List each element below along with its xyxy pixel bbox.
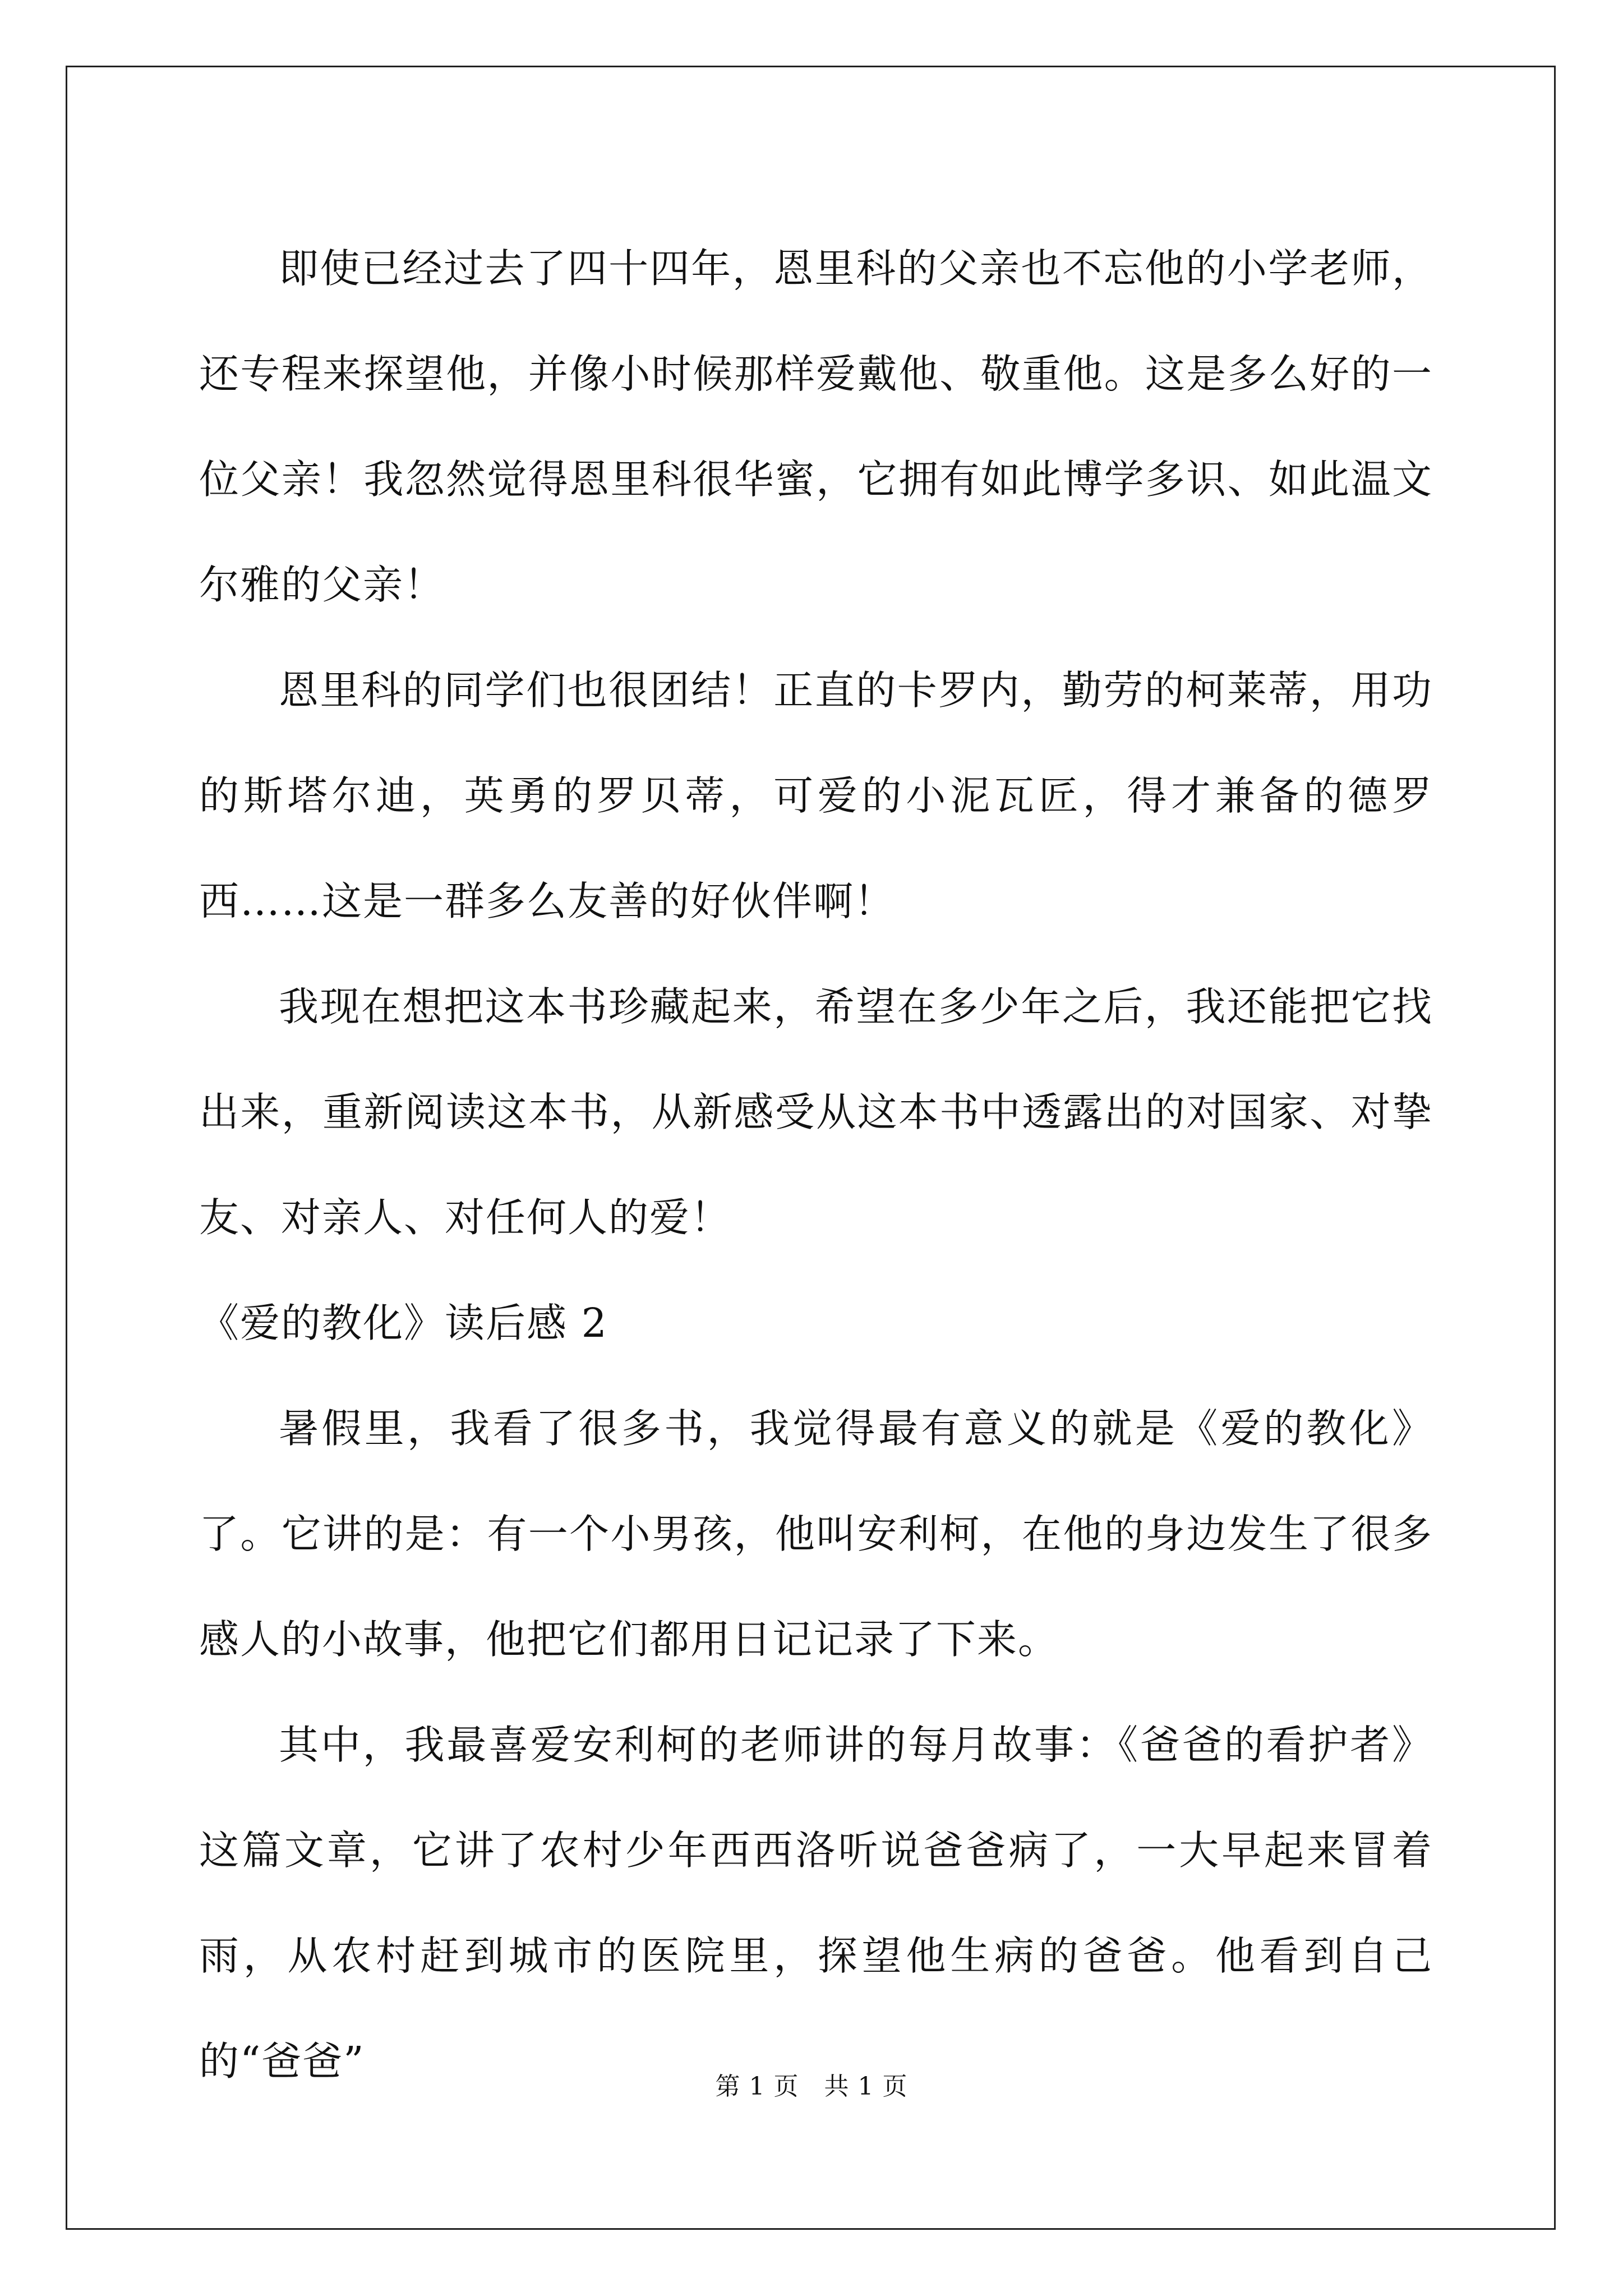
paragraph-4: 暑假里，我看了很多书，我觉得最有意义的就是《爱的教化》了。它讲的是：有一个小男孩，他叫安利柯，在他的身边发生了很多感人的小故事，他把它们都用日记记录了下来。	[199, 1405, 1433, 1663]
page-footer: 第 1 页 共 1 页	[715, 2072, 908, 2101]
paragraph-3: 我现在想把这本书珍藏起来，希望在多少年之后，我还能把它找出来，重新阅读这本书，从新感受从这本书中透露出的对国家、对挚友、对亲人、对任何人的爱！	[199, 983, 1433, 1241]
document-body	[199, 216, 1433, 2114]
section-heading: 《爱的教化》读后感 2	[199, 1300, 608, 1346]
paragraph-2: 恩里科的同学们也很团结！正直的卡罗内，勤劳的柯莱蒂，用功的斯塔尔迪，英勇的罗贝蒂，可爱的小泥瓦匠，得才兼备的德罗西……这是一群多么友善的好伙伴啊！	[199, 667, 1433, 924]
paragraph-5: 其中，我最喜爱安利柯的老师讲的每月故事：《爸爸的看护者》这篇文章，它讲了农村少年西西洛听说爸爸病了，一大早起来冒着雨，从农村赶到城市的医院里，探望他生病的爸爸。他看到自己的“爸爸”	[199, 1722, 1433, 2085]
paragraph-1: 即使已经过去了四十四年，恩里科的父亲也不忘他的小学老师，还专程来探望他，并像小时候那样爱戴他、敬重他。这是多么好的一位父亲！我忽然觉得恩里科很华蜜，它拥有如此博学多识、如此温文尔雅的父亲！	[199, 245, 1433, 608]
